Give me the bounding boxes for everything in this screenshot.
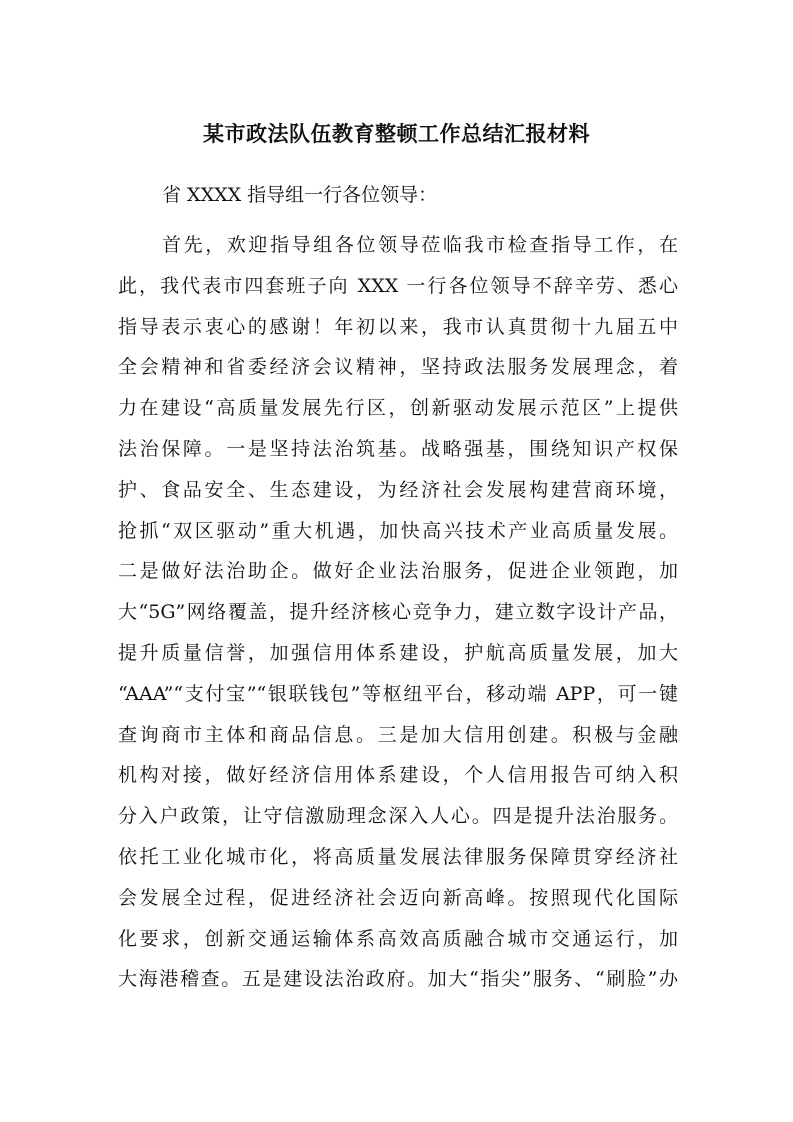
text-line: 指导表示衷心的感谢！年初以来，我市认真贯彻十九届五中 — [118, 315, 678, 338]
text-line: 全会精神和省委经济会议精神，坚持政法服务发展理念，着 — [118, 356, 678, 379]
text-line: 二是做好法治助企。做好企业法治服务，促进企业领跑，加 — [118, 560, 678, 583]
text-line: 首先，欢迎指导组各位领导莅临我市检查指导工作，在 — [162, 234, 678, 256]
text-line: 力在建设“高质量发展先行区，创新驱动发展示范区”上提供 — [118, 397, 678, 420]
text-line: 护、食品安全、生态建设，为经济社会发展构建营商环境， — [118, 478, 678, 501]
document-title: 某市政法队伍教育整顿工作总结汇报材料 — [203, 121, 590, 146]
text-line: 此，我代表市四套班子向 XXX 一行各位领导不辞辛劳、悉心 — [118, 274, 678, 297]
text-line: 分入户政策，让守信激励理念深入人心。四是提升法治服务。 — [118, 805, 678, 828]
body-text — [118, 225, 678, 1000]
text-line: 依托工业化城市化，将高质量发展法律服务保障贯穿经济社 — [118, 845, 678, 868]
text-line: 化要求，创新交通运输体系高效高质融合城市交通运行，加 — [118, 927, 678, 950]
salutation: 省 XXXX 指导组一行各位领导： — [162, 184, 438, 206]
text-line: “AAA”“支付宝”“银联钱包”等枢纽平台，移动端 APP，可一键 — [118, 682, 678, 705]
text-line: 抢抓“双区驱动”重大机遇，加快高兴技术产业高质量发展。 — [118, 519, 678, 542]
text-line: 法治保障。一是坚持法治筑基。战略强基，围绕知识产权保 — [118, 437, 678, 460]
text-line: 会发展全过程，促进经济社会迈向新高峰。按照现代化国际 — [118, 886, 678, 909]
text-line: 查询商市主体和商品信息。三是加大信用创建。积极与金融 — [118, 723, 678, 746]
text-line: 机构对接，做好经济信用体系建设，个人信用报告可纳入积 — [118, 764, 678, 787]
text-line: 提升质量信誉，加强信用体系建设，护航高质量发展，加大 — [118, 641, 678, 664]
text-line: 大“5G”网络覆盖，提升经济核心竞争力，建立数字设计产品， — [118, 601, 678, 624]
text-line: 大海港稽查。五是建设法治政府。加大“指尖”服务、“刷脸”办 — [118, 968, 678, 991]
